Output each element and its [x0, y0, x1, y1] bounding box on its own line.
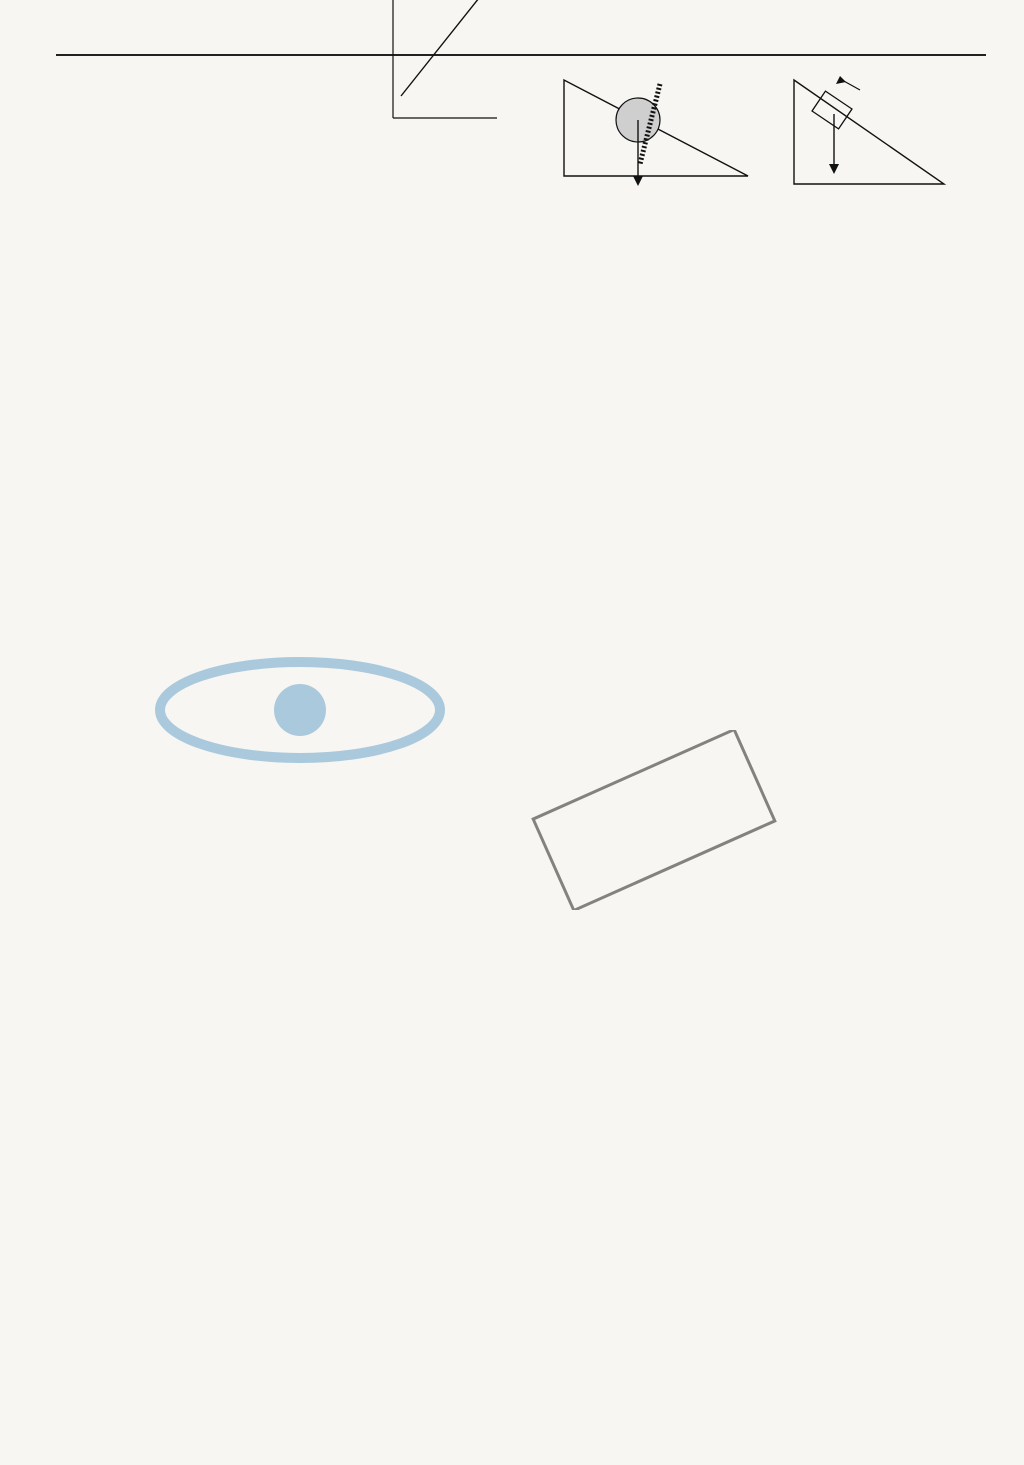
graph-data-line — [401, 0, 479, 96]
left-column — [57, 64, 509, 164]
fig19-velocity-head — [836, 76, 846, 84]
header-rule — [56, 54, 986, 56]
right-column — [512, 64, 967, 209]
stamp-border — [533, 730, 775, 910]
q14-block — [57, 64, 509, 164]
watermark-pupil-icon — [274, 684, 326, 736]
fig18-arrowhead — [633, 176, 643, 186]
figure-18 — [512, 64, 772, 214]
fig19-incline — [794, 80, 944, 184]
site-watermark — [0, 640, 1024, 780]
fig19-arrowhead — [829, 164, 839, 174]
app-stamp — [524, 730, 784, 910]
gravity-mass-graph — [371, 0, 503, 164]
figures-18-19 — [512, 64, 967, 209]
figure-19 — [764, 64, 954, 214]
watermark-eye-icon — [160, 662, 440, 758]
